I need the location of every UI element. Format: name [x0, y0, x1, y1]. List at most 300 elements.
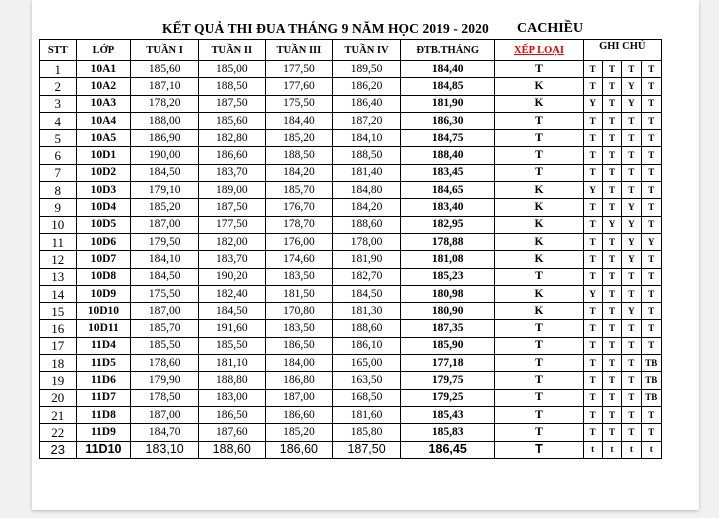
- class-name: 10A5: [76, 130, 131, 147]
- note-cell: T: [641, 130, 662, 147]
- note-cell: T: [641, 182, 662, 199]
- week-2-score: 184,50: [198, 303, 265, 320]
- note-cell: T: [622, 424, 641, 441]
- note-cell: Y: [622, 303, 641, 320]
- header-week-1: TUẦN I: [131, 40, 199, 61]
- class-name: 10D8: [76, 268, 131, 285]
- week-3-score: 186,60: [265, 406, 333, 423]
- week-1-score: 184,50: [131, 164, 199, 181]
- week-4-score: 181,30: [333, 303, 401, 320]
- week-2-score: 191,60: [198, 320, 265, 337]
- note-cell: T: [641, 112, 662, 129]
- note-cell: T: [602, 303, 621, 320]
- week-1-score: 184,10: [131, 251, 199, 268]
- note-cell: T: [602, 251, 621, 268]
- note-cell: T: [641, 147, 662, 164]
- week-3-score: 184,20: [265, 164, 333, 181]
- row-number: 15: [40, 303, 77, 320]
- week-4-score: 188,60: [333, 216, 401, 233]
- note-cell: T: [641, 337, 662, 354]
- note-cell: T: [622, 389, 641, 406]
- note-cell: T: [622, 268, 641, 285]
- month-average: 186,30: [400, 112, 495, 129]
- row-number: 21: [40, 406, 77, 423]
- table-row: [40, 337, 662, 354]
- week-2-score: 186,50: [198, 406, 265, 423]
- ranking: T: [495, 61, 583, 78]
- note-cell: T: [583, 216, 602, 233]
- class-name: 11D7: [76, 389, 131, 406]
- note-cell: T: [583, 424, 602, 441]
- class-name: 10D9: [76, 285, 131, 302]
- week-1-score: 190,00: [131, 147, 199, 164]
- table-row: [40, 355, 662, 372]
- row-number: 4: [40, 112, 77, 129]
- note-cell: T: [641, 164, 662, 181]
- row-number: 20: [40, 389, 77, 406]
- note-cell: T: [602, 406, 621, 423]
- week-2-score: 185,60: [198, 112, 265, 129]
- note-cell: T: [583, 406, 602, 423]
- note-cell: T: [583, 112, 602, 129]
- week-1-score: 175,50: [131, 285, 199, 302]
- note-cell: T: [602, 424, 621, 441]
- table-row: [40, 95, 662, 112]
- note-cell: T: [583, 303, 602, 320]
- note-cell: T: [641, 251, 662, 268]
- table-row: [40, 372, 662, 389]
- class-name: 11D9: [76, 424, 131, 441]
- note-cell: T: [602, 233, 621, 250]
- week-3-score: 176,00: [265, 233, 333, 250]
- note-cell: T: [583, 268, 602, 285]
- table-row: [40, 406, 662, 423]
- row-number: 14: [40, 285, 77, 302]
- row-number: 19: [40, 372, 77, 389]
- note-cell: T: [583, 78, 602, 95]
- week-2-score: 183,70: [198, 251, 265, 268]
- note-cell: T: [602, 182, 621, 199]
- note-cell: T: [622, 61, 641, 78]
- table-row: [40, 303, 662, 320]
- week-2-score: 181,10: [198, 355, 265, 372]
- results-table: [39, 39, 662, 459]
- report-title: KẾT QUẢ THI ĐUA THÁNG 9 NĂM HỌC 2019 - 2020: [162, 21, 489, 36]
- week-1-score: 185,50: [131, 337, 199, 354]
- week-1-score: 187,00: [131, 216, 199, 233]
- week-4-score: 163,50: [333, 372, 401, 389]
- row-number: 13: [40, 268, 77, 285]
- note-cell: T: [602, 147, 621, 164]
- note-cell: T: [622, 112, 641, 129]
- note-cell: Y: [622, 199, 641, 216]
- month-average: 179,25: [400, 389, 495, 406]
- week-2-score: 182,40: [198, 285, 265, 302]
- week-1-score: 183,10: [131, 441, 199, 458]
- week-3-score: 184,40: [265, 112, 333, 129]
- row-number: 16: [40, 320, 77, 337]
- header-month-average: ĐTB.THÁNG: [400, 40, 495, 61]
- week-1-score: 186,90: [131, 130, 199, 147]
- ranking: T: [495, 441, 583, 458]
- note-cell: t: [602, 441, 621, 458]
- week-1-score: 187,00: [131, 406, 199, 423]
- note-cell: T: [602, 337, 621, 354]
- month-average: 183,45: [400, 164, 495, 181]
- note-cell: T: [583, 233, 602, 250]
- row-number: 12: [40, 251, 77, 268]
- month-average: 182,95: [400, 216, 495, 233]
- note-cell: TB: [641, 355, 662, 372]
- week-3-score: 183,50: [265, 320, 333, 337]
- header-week-4: TUẦN IV: [333, 40, 401, 61]
- month-average: 183,40: [400, 199, 495, 216]
- row-number: 17: [40, 337, 77, 354]
- class-name: 11D4: [76, 337, 131, 354]
- week-4-score: 187,50: [333, 441, 401, 458]
- table-row: [40, 320, 662, 337]
- ranking: T: [495, 337, 583, 354]
- week-2-score: 188,50: [198, 78, 265, 95]
- week-3-score: 174,60: [265, 251, 333, 268]
- note-cell: T: [583, 337, 602, 354]
- class-name: 10D11: [76, 320, 131, 337]
- week-2-score: 188,80: [198, 372, 265, 389]
- table-row: [40, 285, 662, 302]
- note-cell: Y: [583, 182, 602, 199]
- table-row: [40, 424, 662, 441]
- note-cell: T: [602, 389, 621, 406]
- month-average: 179,75: [400, 372, 495, 389]
- class-name: 10D2: [76, 164, 131, 181]
- note-cell: T: [602, 268, 621, 285]
- week-3-score: 188,50: [265, 147, 333, 164]
- ranking: T: [495, 320, 583, 337]
- week-3-score: 181,50: [265, 285, 333, 302]
- note-cell: T: [622, 182, 641, 199]
- week-3-score: 185,70: [265, 182, 333, 199]
- note-cell: Y: [622, 233, 641, 250]
- header-stt: STT: [40, 40, 77, 61]
- row-number: 7: [40, 164, 77, 181]
- ranking: T: [495, 372, 583, 389]
- ranking: K: [495, 285, 583, 302]
- class-name: 11D6: [76, 372, 131, 389]
- ranking: T: [495, 130, 583, 147]
- ranking: K: [495, 251, 583, 268]
- week-1-score: 185,60: [131, 61, 199, 78]
- note-cell: Y: [602, 216, 621, 233]
- note-cell: T: [622, 406, 641, 423]
- class-name: 11D5: [76, 355, 131, 372]
- week-2-score: 185,50: [198, 337, 265, 354]
- week-1-score: 184,70: [131, 424, 199, 441]
- class-name: 11D10: [76, 441, 131, 458]
- week-4-score: 189,50: [333, 61, 401, 78]
- ranking: K: [495, 199, 583, 216]
- week-4-score: 188,60: [333, 320, 401, 337]
- month-average: 185,43: [400, 406, 495, 423]
- week-2-score: 190,20: [198, 268, 265, 285]
- note-cell: T: [622, 130, 641, 147]
- week-3-score: 175,50: [265, 95, 333, 112]
- week-2-score: 185,00: [198, 61, 265, 78]
- note-cell: T: [641, 406, 662, 423]
- header-row: [40, 40, 662, 61]
- month-average: 188,40: [400, 147, 495, 164]
- note-cell: T: [641, 78, 662, 95]
- week-3-score: 176,70: [265, 199, 333, 216]
- note-cell: Y: [622, 78, 641, 95]
- note-cell: Y: [622, 251, 641, 268]
- week-2-score: 183,70: [198, 164, 265, 181]
- table-row: [40, 216, 662, 233]
- week-1-score: 185,70: [131, 320, 199, 337]
- class-name: 10D1: [76, 147, 131, 164]
- note-cell: T: [622, 372, 641, 389]
- ranking: T: [495, 268, 583, 285]
- note-cell: T: [602, 130, 621, 147]
- week-1-score: 179,10: [131, 182, 199, 199]
- row-number: 5: [40, 130, 77, 147]
- row-number: 8: [40, 182, 77, 199]
- week-2-score: 186,60: [198, 147, 265, 164]
- note-cell: t: [641, 441, 662, 458]
- row-number: 9: [40, 199, 77, 216]
- class-name: 10D7: [76, 251, 131, 268]
- week-3-score: 177,60: [265, 78, 333, 95]
- session-label: CACHIỀU: [517, 21, 584, 36]
- month-average: 184,65: [400, 182, 495, 199]
- week-4-score: 184,50: [333, 285, 401, 302]
- header-week-3: TUẦN III: [265, 40, 333, 61]
- row-number: 1: [40, 61, 77, 78]
- table-row: [40, 182, 662, 199]
- note-cell: T: [583, 199, 602, 216]
- note-cell: T: [641, 268, 662, 285]
- week-4-score: 186,20: [333, 78, 401, 95]
- ranking: K: [495, 95, 583, 112]
- class-name: 10A4: [76, 112, 131, 129]
- note-cell: T: [602, 355, 621, 372]
- week-4-score: 184,80: [333, 182, 401, 199]
- table-row: [40, 164, 662, 181]
- month-average: 185,83: [400, 424, 495, 441]
- week-3-score: 185,20: [265, 424, 333, 441]
- class-name: 10D4: [76, 199, 131, 216]
- title-row: [32, 21, 699, 39]
- month-average: 184,40: [400, 61, 495, 78]
- month-average: 184,75: [400, 130, 495, 147]
- week-4-score: 168,50: [333, 389, 401, 406]
- note-cell: T: [622, 355, 641, 372]
- week-1-score: 178,60: [131, 355, 199, 372]
- note-cell: T: [641, 95, 662, 112]
- ranking: T: [495, 147, 583, 164]
- ranking: K: [495, 303, 583, 320]
- note-cell: T: [602, 112, 621, 129]
- note-cell: T: [602, 61, 621, 78]
- month-average: 180,98: [400, 285, 495, 302]
- table-row: [40, 112, 662, 129]
- note-cell: t: [583, 441, 602, 458]
- week-3-score: 183,50: [265, 268, 333, 285]
- ranking: T: [495, 389, 583, 406]
- week-4-score: 165,00: [333, 355, 401, 372]
- ranking: T: [495, 355, 583, 372]
- week-3-score: 186,60: [265, 441, 333, 458]
- note-cell: T: [583, 355, 602, 372]
- week-2-score: 182,80: [198, 130, 265, 147]
- note-cell: T: [583, 389, 602, 406]
- week-4-score: 188,50: [333, 147, 401, 164]
- week-1-score: 179,90: [131, 372, 199, 389]
- week-4-score: 182,70: [333, 268, 401, 285]
- month-average: 186,45: [400, 441, 495, 458]
- header-ranking: XẾP LOẠI: [495, 40, 583, 61]
- month-average: 185,23: [400, 268, 495, 285]
- week-1-score: 179,50: [131, 233, 199, 250]
- week-2-score: 187,50: [198, 95, 265, 112]
- week-2-score: 188,60: [198, 441, 265, 458]
- row-number: 23: [40, 441, 77, 458]
- note-cell: T: [622, 164, 641, 181]
- week-1-score: 178,20: [131, 95, 199, 112]
- month-average: 185,90: [400, 337, 495, 354]
- row-number: 6: [40, 147, 77, 164]
- note-cell: T: [641, 424, 662, 441]
- ranking: T: [495, 112, 583, 129]
- note-cell: T: [622, 147, 641, 164]
- row-number: 18: [40, 355, 77, 372]
- ranking: T: [495, 424, 583, 441]
- note-cell: Y: [641, 233, 662, 250]
- class-name: 10D6: [76, 233, 131, 250]
- table-row: [40, 61, 662, 78]
- note-cell: T: [583, 130, 602, 147]
- table-row: [40, 251, 662, 268]
- week-4-score: 184,10: [333, 130, 401, 147]
- class-name: 10D10: [76, 303, 131, 320]
- ranking: K: [495, 233, 583, 250]
- week-4-score: 181,40: [333, 164, 401, 181]
- month-average: 181,08: [400, 251, 495, 268]
- week-4-score: 186,40: [333, 95, 401, 112]
- note-cell: Y: [622, 95, 641, 112]
- week-4-score: 178,00: [333, 233, 401, 250]
- header-class: LỚP: [76, 40, 131, 61]
- week-1-score: 185,20: [131, 199, 199, 216]
- note-cell: t: [622, 441, 641, 458]
- note-cell: T: [641, 285, 662, 302]
- week-4-score: 186,10: [333, 337, 401, 354]
- note-cell: T: [583, 320, 602, 337]
- table-row: [40, 268, 662, 285]
- note-cell: Y: [583, 95, 602, 112]
- week-2-score: 177,50: [198, 216, 265, 233]
- note-cell: T: [622, 285, 641, 302]
- week-2-score: 189,00: [198, 182, 265, 199]
- week-3-score: 178,70: [265, 216, 333, 233]
- note-cell: T: [583, 147, 602, 164]
- ranking: K: [495, 78, 583, 95]
- month-average: 184,85: [400, 78, 495, 95]
- note-cell: Y: [583, 285, 602, 302]
- note-cell: T: [583, 251, 602, 268]
- class-name: 11D8: [76, 406, 131, 423]
- note-cell: T: [641, 216, 662, 233]
- table-row: [40, 147, 662, 164]
- class-name: 10D5: [76, 216, 131, 233]
- ranking: K: [495, 216, 583, 233]
- table-row: [40, 233, 662, 250]
- class-name: 10A3: [76, 95, 131, 112]
- week-4-score: 187,20: [333, 112, 401, 129]
- row-number: 11: [40, 233, 77, 250]
- month-average: 177,18: [400, 355, 495, 372]
- note-cell: T: [641, 199, 662, 216]
- week-2-score: 182,00: [198, 233, 265, 250]
- note-cell: T: [602, 95, 621, 112]
- week-4-score: 184,20: [333, 199, 401, 216]
- note-cell: T: [622, 320, 641, 337]
- month-average: 178,88: [400, 233, 495, 250]
- week-4-score: 181,90: [333, 251, 401, 268]
- week-3-score: 177,50: [265, 61, 333, 78]
- week-1-score: 187,10: [131, 78, 199, 95]
- month-average: 180,90: [400, 303, 495, 320]
- note-cell: T: [602, 164, 621, 181]
- row-number: 10: [40, 216, 77, 233]
- note-cell: TB: [641, 389, 662, 406]
- note-cell: T: [602, 199, 621, 216]
- class-name: 10D3: [76, 182, 131, 199]
- note-cell: T: [583, 164, 602, 181]
- note-cell: T: [602, 320, 621, 337]
- note-cell: T: [602, 372, 621, 389]
- header-notes: GHI CHÚ: [583, 40, 661, 61]
- month-average: 181,90: [400, 95, 495, 112]
- row-number: 3: [40, 95, 77, 112]
- week-3-score: 170,80: [265, 303, 333, 320]
- note-cell: T: [583, 61, 602, 78]
- week-3-score: 184,00: [265, 355, 333, 372]
- ranking: T: [495, 164, 583, 181]
- week-4-score: 181,60: [333, 406, 401, 423]
- class-name: 10A2: [76, 78, 131, 95]
- week-2-score: 183,00: [198, 389, 265, 406]
- row-number: 22: [40, 424, 77, 441]
- header-week-2: TUẦN II: [198, 40, 265, 61]
- table-row: [40, 441, 662, 458]
- week-1-score: 184,50: [131, 268, 199, 285]
- row-number: 2: [40, 78, 77, 95]
- week-3-score: 185,20: [265, 130, 333, 147]
- week-3-score: 186,50: [265, 337, 333, 354]
- note-cell: T: [641, 303, 662, 320]
- month-average: 187,35: [400, 320, 495, 337]
- week-1-score: 178,50: [131, 389, 199, 406]
- note-cell: T: [602, 78, 621, 95]
- week-2-score: 187,50: [198, 199, 265, 216]
- week-1-score: 187,00: [131, 303, 199, 320]
- note-cell: T: [602, 285, 621, 302]
- ranking: T: [495, 406, 583, 423]
- week-2-score: 187,60: [198, 424, 265, 441]
- table-row: [40, 78, 662, 95]
- table-row: [40, 389, 662, 406]
- table-row: [40, 130, 662, 147]
